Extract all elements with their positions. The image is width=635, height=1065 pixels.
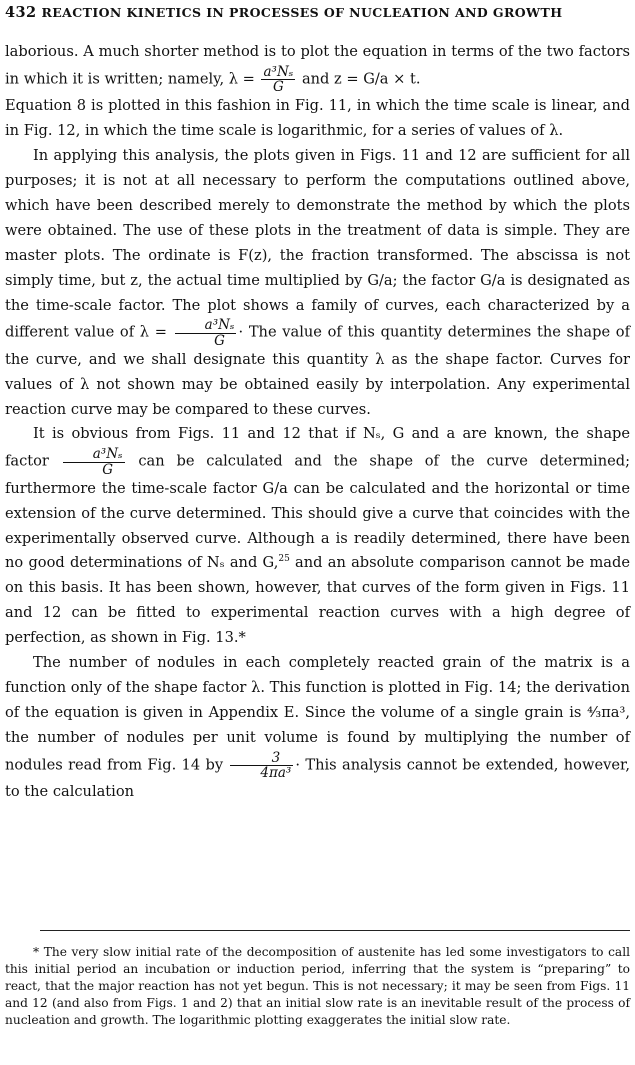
volume-fraction	[230, 751, 293, 780]
lambda-fraction	[175, 318, 237, 347]
fraction-numerator: a³Nₛ	[175, 318, 237, 333]
footnote	[5, 944, 630, 1029]
paragraph-2	[5, 144, 630, 422]
fraction-denominator: G	[214, 332, 225, 349]
fraction-numerator: a³Nₛ	[263, 63, 294, 80]
p2-text-a: In applying this analysis, the plots given in Figs. 11 and 12 are sufficient for all purposes; it is not at all necessary to perform the computations outlined above, which have been described merely to demonstrate the method by which the plots were obtained. The use of these plots in the treatment of data is simple. They are master plots. The ordinate is F(z), the fraction transformed. The abscissa is not simply time, but z, the actual time multiplied by G/a; the factor G/a is designated as the time-scale factor. The plot shows a family of curves, each characterized by a different value of λ =	[5, 147, 630, 342]
paragraph-1-cont: Equation 8 is plotted in this fashion in Fig. 11, in which the time scale is linear, and in Fig. 12, in which the time scale is logarithmic, for a series of values of λ.	[5, 97, 630, 140]
p1-text-b: and z = G/a × t.	[297, 70, 421, 88]
paragraph-1	[5, 40, 630, 94]
fraction-denominator: 4πa³	[260, 764, 292, 781]
lambda-fraction	[261, 65, 295, 94]
page-number: 432	[5, 4, 37, 21]
reference-superscript: 25	[278, 554, 290, 565]
paragraph-4	[5, 651, 630, 805]
fraction-numerator: a³Nₛ	[63, 447, 125, 462]
running-header	[5, 4, 630, 24]
p3-text-a: It is obvious from Figs. 11 and 12 that if Nₛ, G and a are known, the shape factor	[5, 425, 630, 471]
p1-text-a: laborious. A much shorter method is to plot the equation in terms of the two factors in which it is written; namely, λ =	[5, 43, 630, 88]
p4-text-b: · This analysis cannot be extended, however, to the calculation	[5, 756, 630, 801]
footnote-divider	[40, 930, 630, 931]
footnote-text: * The very slow initial rate of the decomposition of austenite has led some investigators to call this initial period an incubation or induction period, inferring that the system is “preparing” to react, that the major reaction has not yet begun. This is not necessary; it may be seen from Figs. 11 and 12 (and also from Figs. 1 and 2) that an initial slow rate is an inevitable result of the process of nucleation and growth. The logarithmic plotting exaggerates the initial slow rate.	[5, 945, 630, 1028]
p3-text-c: and an absolute comparison cannot be made on this basis. It has been shown, however, that curves of the form given in Figs. 11 and 12 can be fitted to experimental reaction curves with a high degree of perfection, as shown in Fig. 13.*	[5, 554, 630, 647]
p4-text-a: The number of nodules in each completely reacted grain of the matrix is a function only of the shape factor λ. This function is plotted in Fig. 14; the derivation of the equation is given in Appendix E. Since the volume of a single grain is ⁴⁄₃πa³, the number of nodules per unit volume is found by multiplying the number of nodules read from Fig. 14 by	[5, 654, 630, 774]
p2-text-b: · The value of this quantity determines the shape of the curve, and we shall designate this quantity λ as the shape factor. Curves for values of λ not shown may be obtained easily by interpolation. Any experimental reaction curve may be compared to these curves.	[5, 324, 630, 418]
fraction-numerator: 3	[230, 751, 293, 766]
paragraph-3	[5, 422, 630, 651]
running-title: REACTION KINETICS IN PROCESSES OF NUCLEATION AND GROWTH	[41, 5, 563, 20]
fraction-denominator: G	[102, 461, 114, 478]
p3-text-b: can be calculated and the shape of the curve determined; furthermore the time-scale factor G/a can be calculated and the horizontal or time extension of the curve determined. This should give a curve that coincides with the experimentally observed curve. Although a is readily determined, there have been no good determinations of Nₛ and G,	[5, 453, 631, 572]
body-text	[5, 40, 630, 805]
shape-factor-fraction	[63, 447, 125, 476]
fraction-denominator: G	[273, 79, 284, 96]
